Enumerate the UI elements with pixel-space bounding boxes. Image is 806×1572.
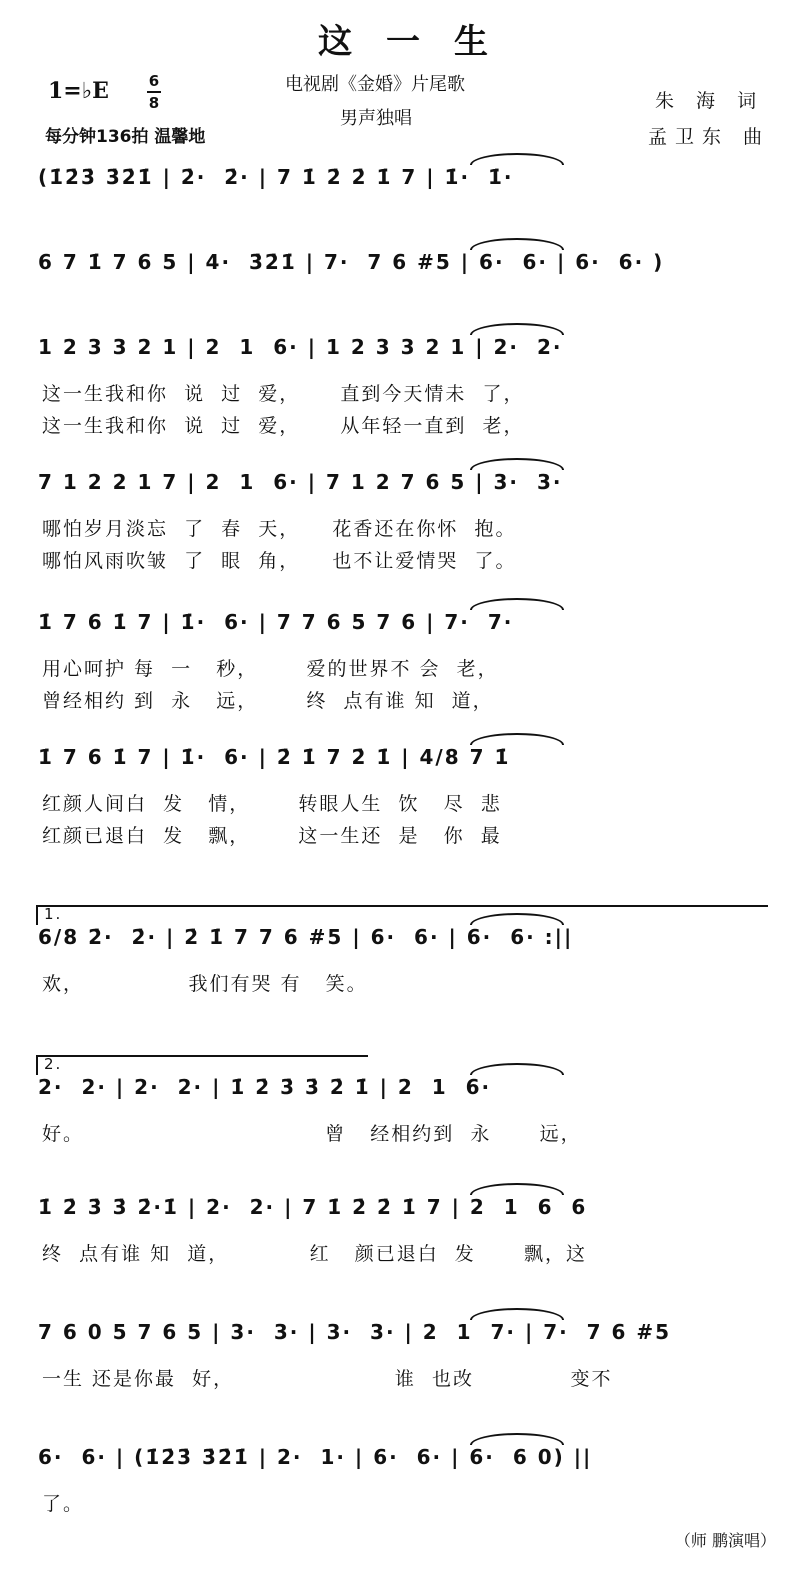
song-title: 这一生 — [318, 22, 522, 62]
performer-credit: （师 鹏演唱） — [674, 1531, 776, 1550]
volta-bracket — [36, 905, 768, 925]
notation-line: 6/8 2̇· 2̇· | 2̇ 1̇ 7 7 6 #5 | 6· 6· | 6· 6· :|| — [38, 925, 574, 949]
composer-credit: 孟卫东 曲 — [648, 126, 771, 148]
slur-mark — [470, 1063, 564, 1075]
lyric-line: 了。 — [42, 1493, 85, 1515]
lyric-line: 哪怕风雨吹皱 了 眼 角， 也不让爱情哭 了。 — [42, 550, 517, 572]
volta-number: 1. — [44, 905, 63, 923]
notation-line: 1 2 3 3 2 1 | 2 1 6· | 1 2 3 3 2 1 | 2· 2· — [38, 335, 563, 359]
volta-bracket — [36, 1055, 368, 1075]
meter-bottom: 8 — [148, 94, 160, 112]
tempo-marking: 每分钟136拍 温馨地 — [45, 127, 206, 147]
meter-top: 6 — [148, 72, 160, 90]
slur-mark — [470, 1183, 564, 1195]
notation-line: 1̇ 7 6 1̇ 7 | 1̇· 6· | 2̇ 1̇ 7 2̇ 1̇ | 4/8 7 1̇ — [38, 745, 511, 769]
notation-line: 7 6 0 5 7 6 5 | 3· 3· | 3· 3· | 2 1 7· | 7· 7 6 #5 — [38, 1320, 672, 1344]
lyricist-credit: 朱 海 词 — [655, 90, 765, 112]
notation-line: 7 1 2 2 1 7 | 2 1 6· | 7 1 2 7 6 5 | 3· 3· — [38, 470, 563, 494]
time-signature — [147, 72, 161, 112]
lyric-line: 这一生我和你 说 过 爱， 直到今天情未 了， — [42, 383, 525, 405]
slur-mark — [470, 153, 564, 165]
slur-mark — [470, 238, 564, 250]
slur-mark — [470, 1308, 564, 1320]
lyric-line: 终 点有谁 知 道， 红 颜已退白 发 飘，这 — [42, 1243, 588, 1265]
lyric-line: 用心呵护 每 一 秒， 爱的世界不 会 老， — [42, 658, 499, 680]
lyric-line: 红颜人间白 发 情， 转眼人生 饮 尽 悲 — [42, 793, 502, 815]
lyric-line: 红颜已退白 发 飘， 这一生还 是 你 最 — [42, 825, 502, 847]
notation-line: 6· 6· | (1̇2̇3̇ 3̇2̇1̇ | 2· 1· | 6· 6· | 6· 6 0) || — [38, 1445, 593, 1469]
slur-mark — [470, 733, 564, 745]
subtitle-voice: 男声独唱 — [340, 108, 412, 129]
slur-mark — [470, 458, 564, 470]
slur-mark — [470, 323, 564, 335]
lyric-line: 好。 曾 经相约到 永 远， — [42, 1123, 582, 1145]
notation-line: 2· 2· | 2· 2· | 1̇ 2̇ 3̇ 3̇ 2̇ 1̇ | 2 1 6· — [38, 1075, 492, 1099]
slur-mark — [470, 1433, 564, 1445]
volta-number: 2. — [44, 1055, 63, 1073]
lyric-line: 曾经相约 到 永 远， 终 点有谁 知 道， — [42, 690, 494, 712]
notation-line: 1̇ 2̇ 3̇ 3̇ 2̇·1̇ | 2· 2· | 7 1̇ 2̇ 2̇ 1̇ 7 | 2 1 6 6 — [38, 1195, 588, 1219]
lyric-line: 哪怕岁月淡忘 了 春 天， 花香还在你怀 抱。 — [42, 518, 517, 540]
notation-line: 6 7 1̇ 7 6 5 | 4· 3̇2̇1̇ | 7· 7 6 #5 | 6· 6· | 6· 6· ) — [38, 250, 665, 274]
key-signature: 1=♭E — [48, 78, 109, 104]
subtitle: 电视剧《金婚》片尾歌 — [285, 74, 465, 95]
lyric-line: 一生 还是你最 好， 谁 也改 变不 — [42, 1368, 613, 1390]
notation-line: (1̇2̇3̇ 3̇2̇1̇ | 2̇· 2̇· | 7 1̇ 2̇ 2̇ 1̇ 7 | 1̇· 1̇· — [38, 165, 514, 189]
lyric-line: 欢， 我们有哭 有 笑。 — [42, 973, 368, 995]
notation-line: 1̇ 7 6 1̇ 7 | 1̇· 6· | 7 7 6 5 7 6 | 7· 7· — [38, 610, 514, 634]
slur-mark — [470, 598, 564, 610]
lyric-line: 这一生我和你 说 过 爱， 从年轻一直到 老， — [42, 415, 525, 437]
